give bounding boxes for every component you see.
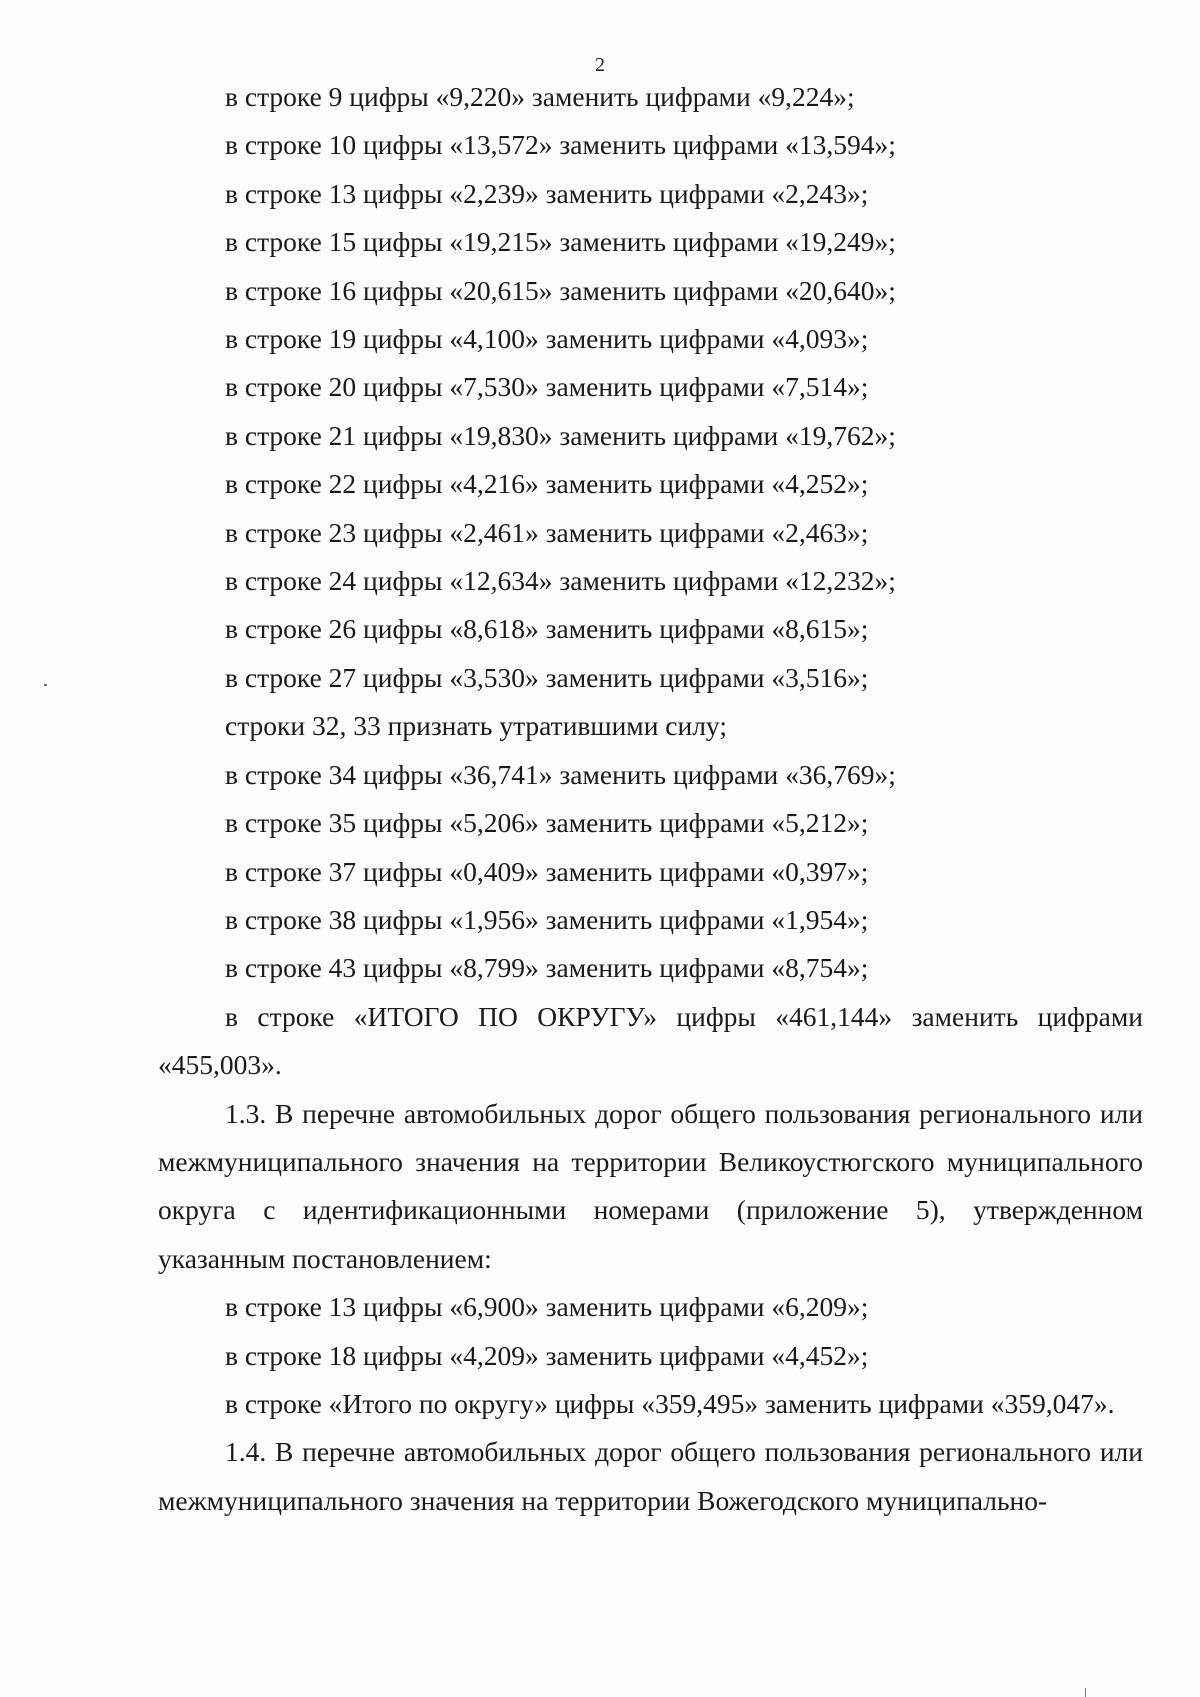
amendment-line: в строке 15 цифры «19,215» заменить цифрами «19,249»; <box>225 226 896 258</box>
amendment-line: в строке 21 цифры «19,830» заменить цифрами «19,762»; <box>225 419 896 451</box>
amendment-list-1 <box>158 73 1143 993</box>
amendment-list-2 <box>158 1283 1143 1380</box>
amendment-line: в строке 10 цифры «13,572» заменить цифрами «13,594»; <box>225 129 896 161</box>
amendment-line: в строке 34 цифры «36,741» заменить цифрами «36,769»; <box>225 758 896 790</box>
amendment-line: в строке 9 цифры «9,220» заменить цифрами «9,224»; <box>225 81 855 112</box>
amendment-line: в строке 22 цифры «4,216» заменить цифрами «4,252»; <box>225 468 869 500</box>
amendment-line: в строке 20 цифры «7,530» заменить цифрами «7,514»; <box>225 371 869 403</box>
amendment-line: в строке 26 цифры «8,618» заменить цифрами «8,615»; <box>225 613 869 645</box>
amendment-line: в строке 23 цифры «2,461» заменить цифрами «2,463»; <box>225 516 869 548</box>
amendment-line: в строке 43 цифры «8,799» заменить цифрами «8,754»; <box>225 952 869 984</box>
total-amendment-2: в строке «Итого по округу» цифры «359,495» заменить цифрами «359,047». <box>225 1387 1115 1419</box>
amendment-line: строки 32, 33 признать утратившими силу; <box>225 710 727 742</box>
amendment-line: в строке 37 цифры «0,409» заменить цифрами «0,397»; <box>225 855 869 887</box>
section-1-4: 1.4. В перечне автомобильных дорог общего пользования регионального или межмуниципального значения на территории Вожегодского муниципально- <box>158 1436 1143 1516</box>
section-1-3: 1.3. В перечне автомобильных дорог общего пользования регионального или межмуниципального значения на территории Великоустюгского муниципального округа с идентификационными номерами (приложение 5), утвержденном указанным постановлением: <box>158 1097 1143 1274</box>
amendment-line: в строке 38 цифры «1,956» заменить цифрами «1,954»; <box>225 903 869 935</box>
total-amendment-1: в строке «ИТОГО ПО ОКРУГУ» цифры «461,144» заменить цифрами «455,003». <box>158 1000 1143 1081</box>
amendment-line: в строке 35 цифры «5,206» заменить цифрами «5,212»; <box>225 807 869 839</box>
amendment-line: в строке 24 цифры «12,634» заменить цифрами «12,232»; <box>225 565 896 597</box>
amendment-line: в строке 18 цифры «4,209» заменить цифрами «4,452»; <box>225 1339 869 1371</box>
amendment-line: в строке 16 цифры «20,615» заменить цифрами «20,640»; <box>225 274 896 306</box>
amendment-line: в строке 13 цифры «2,239» заменить цифрами «2,243»; <box>225 177 869 209</box>
amendment-line: в строке 19 цифры «4,100» заменить цифрами «4,093»; <box>225 323 869 355</box>
scan-tick-mark <box>1085 1688 1086 1697</box>
amendment-line: в строке 27 цифры «3,530» заменить цифрами «3,516»; <box>225 661 869 693</box>
document-body <box>158 73 1143 1525</box>
scan-speck <box>44 684 47 686</box>
amendment-line: в строке 13 цифры «6,900» заменить цифрами «6,209»; <box>225 1291 869 1323</box>
page-number: 2 <box>595 54 605 76</box>
